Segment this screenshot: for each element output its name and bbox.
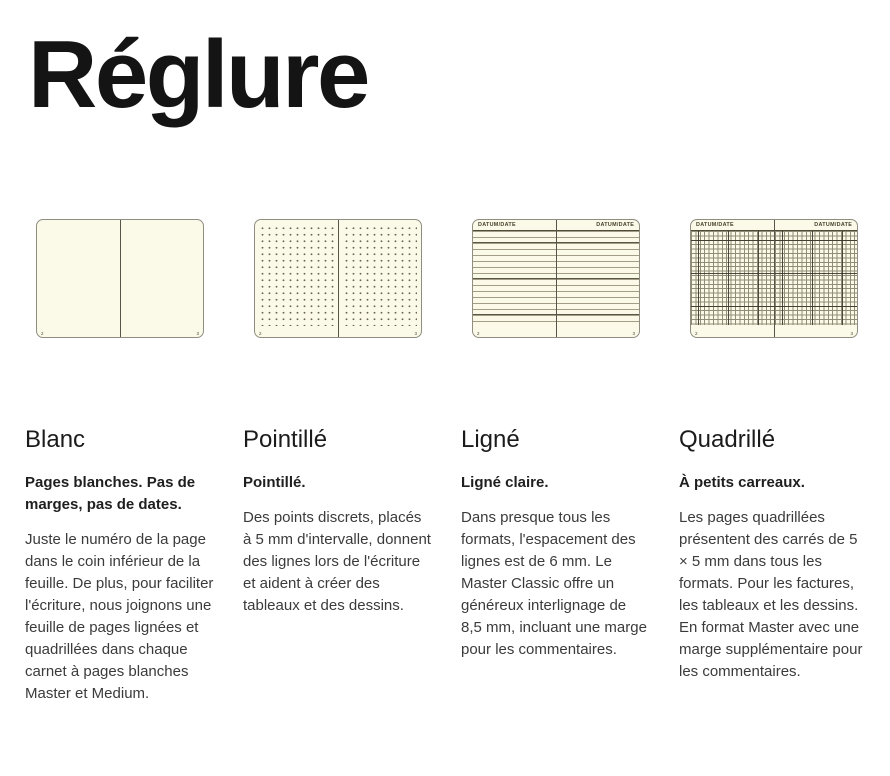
page-number-left: 2 xyxy=(41,331,44,336)
notebook-page-left xyxy=(255,220,339,337)
ruling-heading-blanc: Blanc xyxy=(25,426,86,453)
date-header-label: DATUM/DATE xyxy=(696,221,734,227)
date-header-row xyxy=(775,220,858,231)
page-title: Réglure xyxy=(28,21,368,128)
notebook-page-right xyxy=(121,220,204,337)
ruling-column-blanc xyxy=(25,219,215,705)
ruling-column-pointille xyxy=(243,219,433,705)
notebook-grid-illustration xyxy=(690,219,858,338)
ruling-subtitle-blanc: Pages blanches. Pas de marges, pas de dates. xyxy=(25,474,196,513)
date-header-label: DATUM/DATE xyxy=(596,221,634,227)
grid-pattern xyxy=(775,231,858,325)
ruling-subtitle-quadrille: À petits carreaux. xyxy=(679,474,805,491)
page-number-right: 3 xyxy=(632,331,635,336)
page-number-left: 2 xyxy=(477,331,480,336)
page-number-right: 3 xyxy=(850,331,853,336)
notebook-lined-illustration xyxy=(472,219,640,338)
date-header-row xyxy=(557,220,640,231)
ruling-heading-quadrille: Quadrillé xyxy=(679,426,776,453)
notebook-blank-illustration xyxy=(36,219,204,338)
ruling-description-pointille: Des points discrets, placés à 5 mm d'intervalle, donnent des lignes lors de l'écriture et aident à créer des tableaux et des dessins. xyxy=(243,509,431,614)
date-header-label: DATUM/DATE xyxy=(478,221,516,227)
notebook-page-right xyxy=(775,220,858,337)
ruling-description-blanc: Juste le numéro de la page dans le coin inférieur de la feuille. De plus, pour faciliter l'écriture, nous joignons une feuille de pages lignées et quadrillées dans chaque carnet à pages blanches Master et Medium. xyxy=(25,531,214,702)
page-number-left: 2 xyxy=(695,331,698,336)
ruling-description-quadrille: Les pages quadrillées présentent des carrés de 5 × 5 mm dans tous les formats. Pour les factures, les tableaux et les dessins. En format Master avec une marge supplémentaire pour les commentaires. xyxy=(679,509,863,680)
ruling-columns xyxy=(25,219,890,705)
lined-pattern xyxy=(557,231,640,325)
page-number-left: 2 xyxy=(259,331,262,336)
notebook-page-left xyxy=(37,220,121,337)
date-header-row xyxy=(691,220,774,231)
ruling-heading-ligne: Ligné xyxy=(461,426,520,453)
ruling-column-ligne xyxy=(461,219,651,705)
ruling-column-quadrille xyxy=(679,219,869,705)
dot-grid-pattern xyxy=(259,225,334,326)
dot-grid-pattern xyxy=(343,225,418,326)
notebook-page-right xyxy=(557,220,640,337)
notebook-dotted-illustration xyxy=(254,219,422,338)
ruling-description-ligne: Dans presque tous les formats, l'espacement des lignes est de 6 mm. Le Master Classic offre un généreux interlignage de 8,5 mm, incluant une marge pour les commentaires. xyxy=(461,509,647,658)
grid-pattern xyxy=(691,231,774,325)
page-number-right: 3 xyxy=(414,331,417,336)
notebook-page-right xyxy=(339,220,422,337)
lined-pattern xyxy=(473,231,556,325)
date-header-label: DATUM/DATE xyxy=(814,221,852,227)
ruling-subtitle-pointille: Pointillé. xyxy=(243,474,306,491)
ruling-heading-pointille: Pointillé xyxy=(243,426,328,453)
notebook-page-left xyxy=(473,220,557,337)
date-header-row xyxy=(473,220,556,231)
notebook-page-left xyxy=(691,220,775,337)
page-number-right: 3 xyxy=(196,331,199,336)
ruling-subtitle-ligne: Ligné claire. xyxy=(461,474,549,491)
